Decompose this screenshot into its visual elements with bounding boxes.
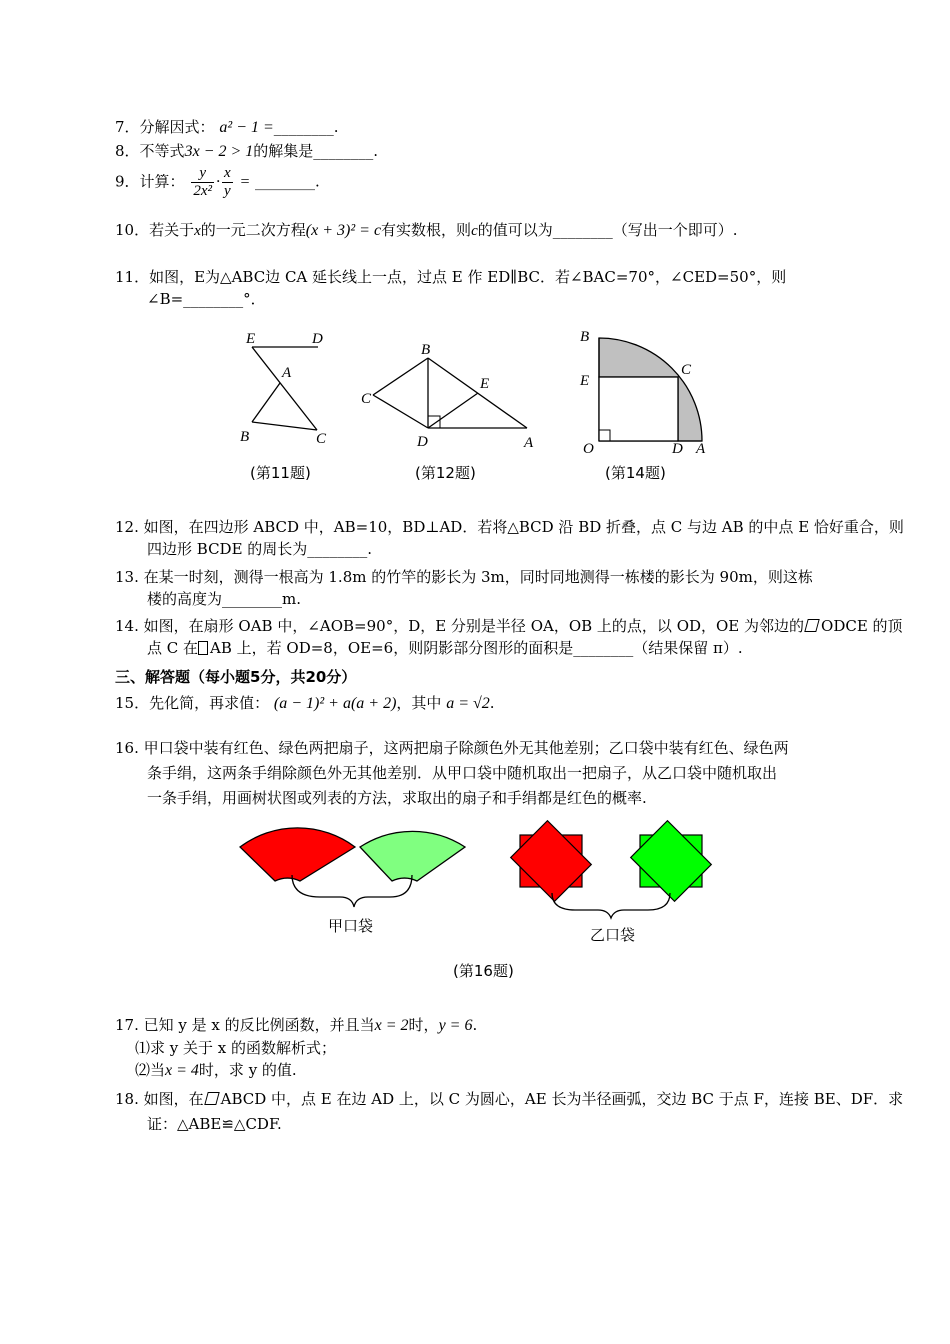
q7-expr: a² − 1 = xyxy=(219,119,274,136)
figure-12 xyxy=(355,338,545,453)
question-17: 17. 已知 y 是 x 的反比例函数，并且当x = 2时，y = 6. ⑴求 y 关于 x 的函数解析式； ⑵当x = 4时，求 y 的值. xyxy=(115,1014,477,1082)
q9-blank: ________ xyxy=(255,172,316,191)
fig14-label-C: C xyxy=(681,362,692,378)
label-yi-pocket: 乙口袋 xyxy=(590,926,636,944)
q10-blank: ________ xyxy=(552,221,613,239)
fig14-caption: (第14题) xyxy=(605,464,666,482)
fig16-caption: (第16题) xyxy=(453,962,514,980)
fig12-label-D: D xyxy=(417,434,428,450)
q9-fraction-2: $\frac{x}{y}$ xyxy=(224,165,231,199)
question-18: 18. 如图，在 ABCD 中，点 E 在边 AD 上，以 C 为圆心，AE 长为半径画弧，交边 BC 于点 F，连接 BE、DF．求 证：△ABE≌△CDF. xyxy=(115,1090,904,1133)
q15-expression: (a − 1)² + a(a + 2) xyxy=(273,695,397,712)
q8-text: 不等式 xyxy=(139,142,185,160)
q8-expr: 3x − 2 > 1 xyxy=(184,143,254,160)
q17-part-1: ⑴求 y 关于 x 的函数解析式； xyxy=(135,1039,337,1057)
fig14-label-E: E xyxy=(580,373,590,389)
q7-text: 分解因式： xyxy=(139,118,215,136)
q15-value: a = √2 xyxy=(446,695,490,712)
fig12-caption: (第12题) xyxy=(415,464,476,482)
fig12-label-E: E xyxy=(480,376,490,392)
parallelogram-symbol xyxy=(804,619,819,632)
figure-11 xyxy=(230,325,340,450)
fig11-label-A: A xyxy=(282,365,292,381)
question-7: 7．分解因式： a² − 1 =________. xyxy=(115,118,339,136)
fig11-caption: (第11题) xyxy=(250,464,311,482)
q8-blank: ________ xyxy=(313,142,374,160)
question-13: 13. 在某一时刻，测得一根高为 1.8m 的竹竿的影长为 3m，同时同地测得一栋楼的影长为 90m，则这栋 楼的高度为________m. xyxy=(115,568,813,608)
question-16: 16. 甲口袋中装有红色、绿色两把扇子，这两把扇子除颜色外无其他差别；乙口袋中装有红色、绿色两 条手绢，这两条手绢除颜色外无其他差别．从甲口袋中随机取出一把扇子，从乙口袋中随机取出 一条手绢，用画树状图或列表的方法，求取出的扇子和手绢都是红色的概率. xyxy=(115,739,789,807)
question-11: 11．如图，E为△ABC边 CA 延长线上一点，过点 E 作 ED∥BC．若∠BAC=70°，∠CED=50°，则 ∠B=________°． xyxy=(115,268,787,308)
figure-16 xyxy=(230,815,730,950)
green-fan xyxy=(360,831,465,881)
fig14-label-D: D xyxy=(672,441,683,457)
fig14-label-O: O xyxy=(583,441,594,457)
fig14-label-A: A xyxy=(696,441,706,457)
fig11-label-B: B xyxy=(240,429,250,445)
section-3-heading: 三、解答题（每小题5分，共20分） xyxy=(115,668,357,686)
red-fan xyxy=(240,828,355,881)
fig11-label-D: D xyxy=(312,331,323,347)
figure-14 xyxy=(575,325,715,460)
fig14-label-B: B xyxy=(580,329,590,345)
question-9: 9．计算： $\frac{y}{\text{2x²}}$ · $\frac{x}{y}$ = ________. xyxy=(115,165,320,199)
question-8: 8．不等式3x − 2 > 1的解集是________. xyxy=(115,142,379,160)
fig12-label-B: B xyxy=(421,342,431,358)
brace-yi xyxy=(552,893,670,918)
question-10: 10．若关于x的一元二次方程(x + 3)² = c有实数根，则c的值可以为________（写出一个即可）. xyxy=(115,221,738,239)
q7-number: 7． xyxy=(115,118,140,136)
question-15: 15．先化简，再求值： (a − 1)² + a(a + 2)，其中 a = √2. xyxy=(115,694,495,712)
question-14: 14. 如图，在扇形 OAB 中，∠AOB=90°，D，E 分别是半径 OA，OB 上的点，以 OD，OE 为邻边的 ODCE 的顶 点 C 在 AB 上，若 OD=8，OE=6，则阴影部分图形的面积是________（结果保留 π）. xyxy=(115,617,903,657)
fig12-label-C: C xyxy=(361,391,372,407)
fig12-label-A: A xyxy=(524,435,534,451)
fig11-label-E: E xyxy=(246,331,256,347)
question-12: 12. 如图，在四边形 ABCD 中，AB=10，BD⊥AD．若将△BCD 沿 BD 折叠，点 C 与边 AB 的中点 E 恰好重合，则 四边形 BCDE 的周长为________. xyxy=(115,518,904,558)
arc-symbol xyxy=(198,641,208,655)
parallelogram-symbol xyxy=(204,1092,219,1105)
q7-blank: ________ xyxy=(273,118,334,136)
label-jia-pocket: 甲口袋 xyxy=(328,917,374,935)
q9-fraction-1: $\frac{y}{\text{2x²}}$ xyxy=(193,165,212,199)
q17-part-2: ⑵当x = 4时，求 y 的值. xyxy=(135,1061,297,1079)
q10-equation: (x + 3)² = c xyxy=(305,222,382,239)
fig11-label-C: C xyxy=(316,431,327,447)
